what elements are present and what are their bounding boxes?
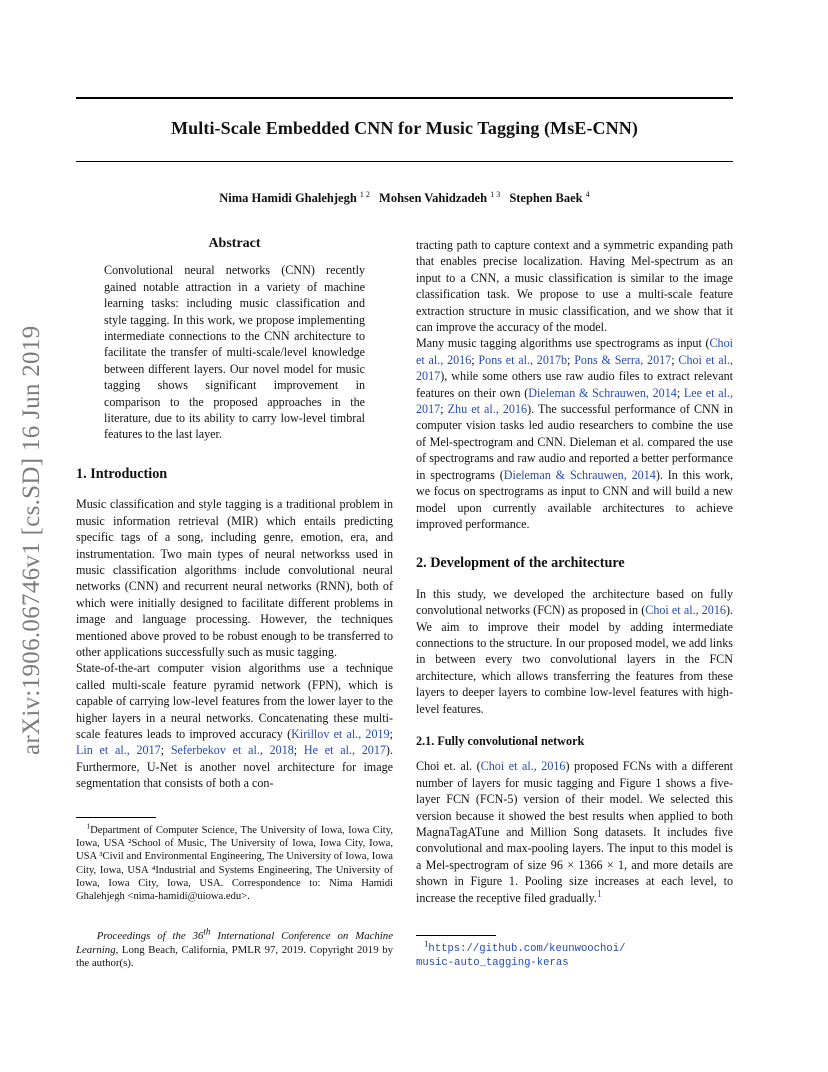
- section-heading-introduction: 1. Introduction: [76, 465, 168, 482]
- citation-link[interactable]: Choi et al., 2016: [645, 603, 726, 618]
- author-affiliation: 4: [585, 189, 590, 199]
- footnote-rule: [76, 817, 156, 818]
- author-list: [76, 191, 733, 206]
- affiliation-footnote: $^1$Department of Computer Science, The University of Iowa, Iowa City, Iowa, USA ²School of Music, The University of Iowa, Iowa City, Iowa, USA ³Civil and Environmental Engineering, The University of Iowa, Iowa City, Iowa, USA ⁴Industrial and Systems Engineering, The University of Iowa, Iowa City, Iowa, USA. Correspondence to: Nima Hamidi Ghalehjegh <nima-hamidi@uiowa.edu>.: [76, 817, 393, 903]
- abstract-heading: Abstract: [208, 236, 261, 251]
- url-footnote: $^1$https://github.com/keunwoochoi/ music-auto_tagging-keras: [416, 935, 733, 971]
- footnote-rule: [416, 935, 496, 936]
- citation-link[interactable]: Dieleman & Schrauwen, 2014: [528, 385, 677, 400]
- development-paragraph-2: Choi et. al. (Choi et al., 2016) proposed FCNs with a different number of layers for music tagging and Figure 1 shows a five-layer FCN (FCN-5) version of their model. We selected this version because it showed the best results when applied to both MagnaTagATune and Million Song datasets. It includes five convolutional and max-pooling layers. The input to this model is a Mel-spectrogram of size 96 × 1366 × 1, and more details are shown in Figure 1. Pooling size increases at each level, to increase the receptive filed gradually.$^1$: [416, 759, 734, 905]
- author-affiliation: 1 3: [490, 189, 501, 199]
- citation-link[interactable]: Choi et al., 2016: [480, 759, 566, 774]
- citation-link[interactable]: Kirillov et al., 2019: [291, 726, 390, 741]
- title-bottom-rule: [76, 161, 733, 162]
- citation-link[interactable]: Lee et al., 2017: [416, 385, 733, 417]
- github-url-link-continued[interactable]: music-auto_tagging-keras: [416, 957, 569, 970]
- citation-link[interactable]: Seferbekov et al., 2018: [170, 743, 294, 758]
- author-name: Nima Hamidi Ghalehjegh: [219, 191, 357, 205]
- citation-link[interactable]: Zhu et al., 2016: [447, 402, 528, 417]
- citation-link[interactable]: Lin et al., 2017: [76, 743, 161, 758]
- paper-title: Multi-Scale Embedded CNN for Music Tagging (MsE-CNN): [171, 118, 638, 138]
- author-name: Mohsen Vahidzadeh: [379, 191, 488, 205]
- intro-paragraph-2-continued: tracting path to capture context and a symmetric expanding path that enables precise localization. Having Mel-spectrum as an input to a CNN, a music classification is similar to the image classification task. We propose to use a multi-scale feature extraction structure in music classification, and we show that it can improve the accuracy of the model.: [416, 238, 733, 335]
- development-paragraph-1: In this study, we developed the architecture based on fully convolutional networks (FCN) as proposed in (Choi et al., 2016). We aim to improve their model by adding intermediate connections to the structure. In our proposed model, we add links in between every two convolutional layers in the FCN architecture, which allows transferring the features from these layers to deeper layers to combine low-level features with high-level features.: [416, 586, 734, 716]
- intro-paragraph-1: Music classification and style tagging is a traditional problem in music information retrieval (MIR) which entails predicting specific tags of a song, including genre, emotion, era, and instrumentation. Two main types of neural networkss used in music classification algorithms include convolutional neural networks (CNN) and recurrent neural networks (RNN), both of which were initially designed to facilitate different problems in image and language processing. However, the techniques mentioned above proved to be robust enough to be transferred to other applications successfully such as music tagging.: [76, 497, 393, 659]
- github-url-link[interactable]: https://github.com/keunwoochoi/: [428, 943, 626, 955]
- arxiv-identifier: arXiv:1906.06746v1 [cs.SD] 16 Jun 2019: [18, 325, 45, 755]
- section-heading-development: 2. Development of the architecture: [416, 555, 625, 572]
- intro-paragraph-2: State-of-the-art computer vision algorithms use a technique called multi-scale feature pyramid network (FPN), which is capable of carrying low-level features from the lower layer to the higher layers in a neural networks. Concatenating these multi-scale features leads to improved accuracy (Kirillov et al., 2019; Lin et al., 2017; Seferbekov et al., 2018; He et al., 2017). Furthermore, U-Net is another novel architecture for image segmentation that consists of both a con-: [76, 661, 393, 791]
- author-name: Stephen Baek: [509, 191, 583, 205]
- proceedings-note: Proceedings of the 36th International Conference on Machine Learning, Long Beach, California, PMLR 97, 2019. Copyright 2019 by the author(s).: [76, 926, 393, 970]
- citation-link[interactable]: Pons et al., 2017b: [478, 352, 568, 367]
- citation-link[interactable]: Dieleman & Schrauwen, 2014: [503, 467, 656, 482]
- citation-link[interactable]: Choi et al., 2016: [416, 336, 733, 367]
- author-affiliation: 1 2: [359, 189, 370, 199]
- intro-paragraph-3: Many music tagging algorithms use spectrograms as input (Choi et al., 2016; Pons et al., 2017b; Pons & Serra, 2017; Choi et al., 2017), while some others use raw audio files to extract relevant features on their own (Dieleman & Schrauwen, 2014; Lee et al., 2017; Zhu et al., 2016). The successful performance of CNN in computer vision tasks led audio researchers to combine the use of Mel-spectrogram and CNN. Dieleman et al. compared the use of spectrograms and raw audio and reported a better performance in spectrograms (Dieleman & Schrauwen, 2014). In this work, we focus on spectrograms as input to CNN and will build a new model upon currently available architectures to achieve improved performance.: [416, 336, 734, 531]
- title-top-rule: [76, 97, 733, 99]
- footnote-marker[interactable]: 1: [596, 888, 602, 900]
- left-column: [76, 236, 393, 792]
- citation-link[interactable]: Choi et al., 2017: [416, 352, 733, 384]
- citation-link[interactable]: He et al., 2017: [303, 743, 386, 758]
- citation-link[interactable]: Pons & Serra, 2017: [574, 352, 672, 367]
- right-column: [416, 237, 733, 906]
- subsection-heading-fcn: 2.1. Fully convolutional network: [416, 733, 585, 748]
- abstract-text: Convolutional neural networks (CNN) recently gained notable attraction in a variety of machine learning tasks: including music classification and style tagging. In this work, we propose implementing intermediate connections to the CNN architecture to facilitate the transfer of multi-scale/level knowledge between different layers. Our novel model for music tagging shows significant improvement in comparison to the proposed approaches in the literature, due to its ability to carry low-level timbral features to the last layer.: [104, 263, 365, 442]
